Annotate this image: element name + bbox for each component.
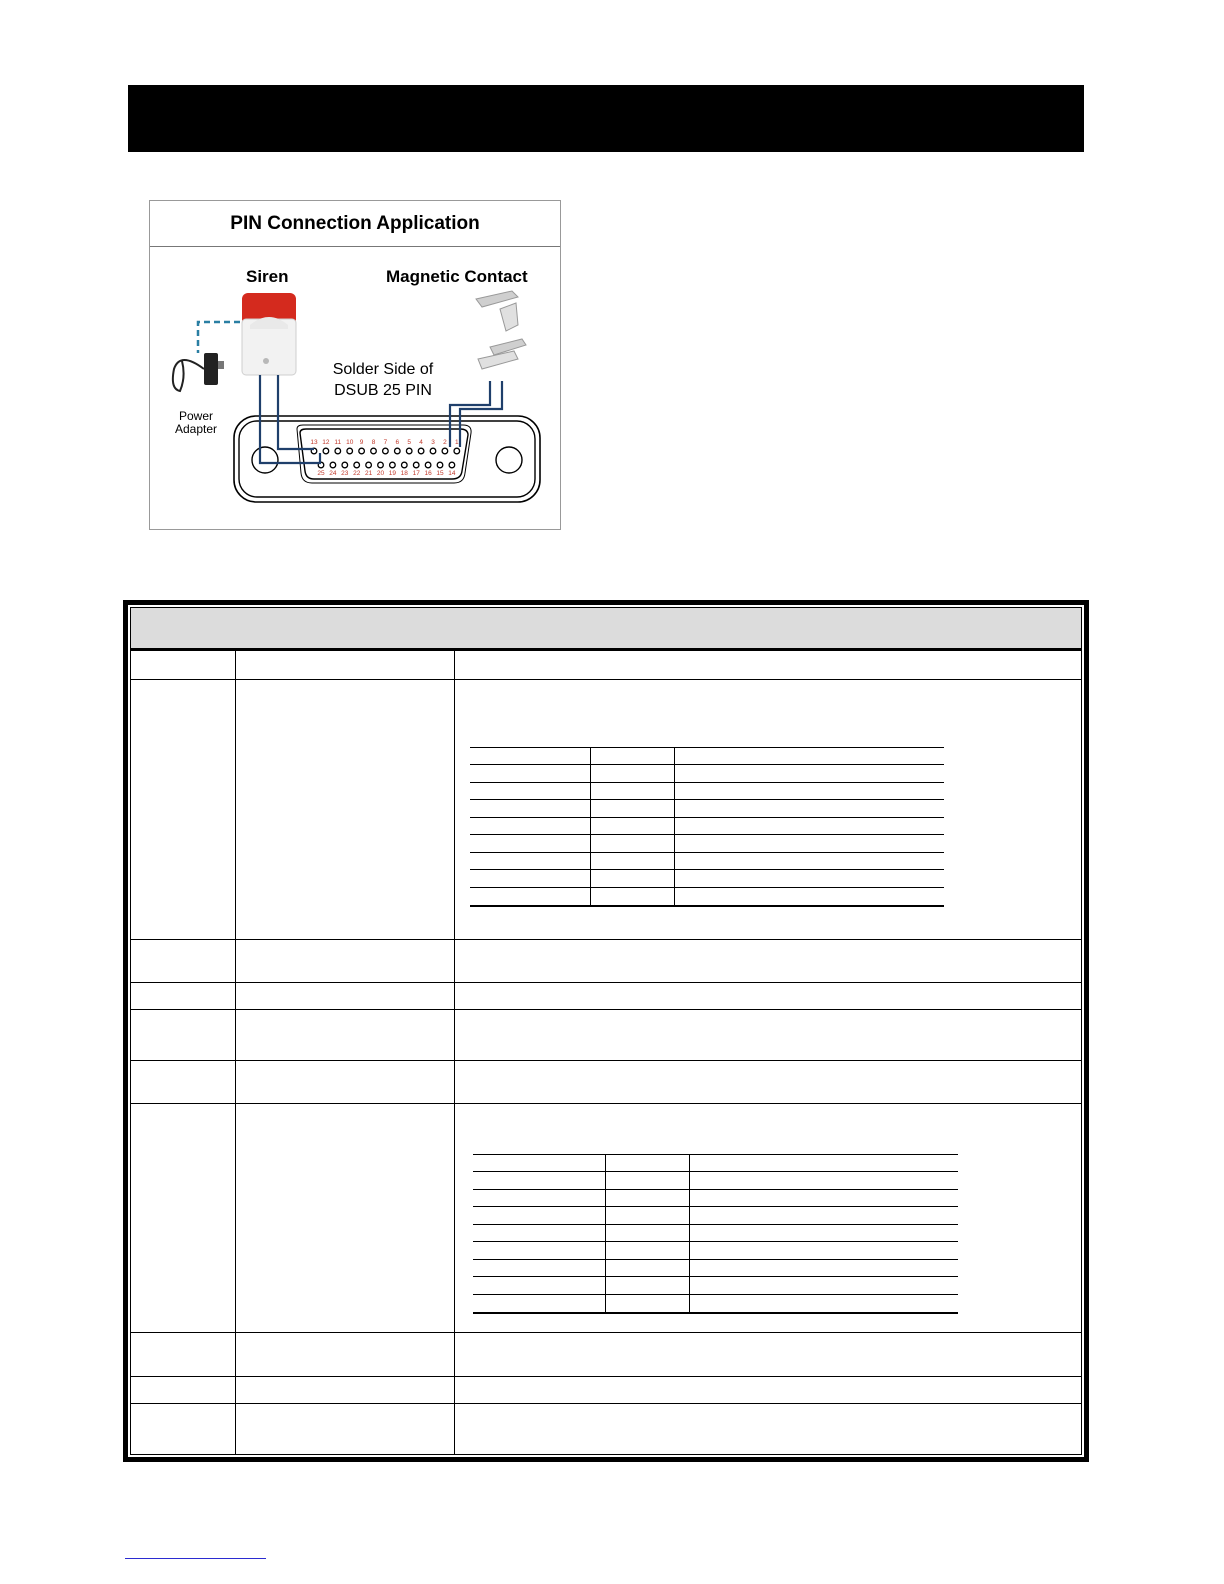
solder-line-2: DSUB 25 PIN xyxy=(334,382,432,399)
pin-14-number: 14 xyxy=(448,470,456,477)
pin-6-number: 6 xyxy=(395,439,400,446)
pin-22-hole xyxy=(354,462,360,468)
pin-15-number: 15 xyxy=(436,470,444,477)
figure-title: PIN Connection Application xyxy=(150,201,560,247)
pin-3-hole xyxy=(430,448,436,454)
pin-12-hole xyxy=(323,448,329,454)
pin-8-number: 8 xyxy=(371,439,376,446)
table-row xyxy=(131,983,1081,1010)
pin-9-number: 9 xyxy=(359,439,364,446)
pin-5-hole xyxy=(406,448,412,454)
magnetic-contact-label: Magnetic Contact xyxy=(386,267,528,286)
table-row xyxy=(131,1404,1081,1456)
pin-8-hole xyxy=(371,448,377,454)
pin-18-number: 18 xyxy=(400,470,408,477)
footer-link-underline[interactable] xyxy=(125,1558,266,1559)
dsub-connector-icon xyxy=(234,416,540,502)
solder-line-1: Solder Side of xyxy=(332,361,434,378)
power-adapter-icon xyxy=(173,353,224,391)
pin-subtable-2 xyxy=(473,1154,958,1314)
pin-4-hole xyxy=(418,448,424,454)
pin-1-hole xyxy=(454,448,460,454)
pin-12-number: 12 xyxy=(322,439,330,446)
pin-20-hole xyxy=(378,462,384,468)
pin-16-hole xyxy=(425,462,431,468)
pin-24-number: 24 xyxy=(329,470,337,477)
table-row xyxy=(131,651,1081,680)
pin-16-number: 16 xyxy=(424,470,432,477)
pin-24-hole xyxy=(330,462,336,468)
table-row xyxy=(131,1377,1081,1404)
siren-icon xyxy=(242,293,296,375)
pin-3-number: 3 xyxy=(431,439,435,446)
table-header-row xyxy=(131,608,1081,651)
header-bar xyxy=(128,85,1084,152)
siren-label: Siren xyxy=(246,267,289,286)
pin-17-hole xyxy=(413,462,419,468)
specification-table xyxy=(123,600,1089,1462)
pin-18-hole xyxy=(402,462,408,468)
pin-15-hole xyxy=(437,462,443,468)
pin-13-number: 13 xyxy=(310,439,318,446)
pin-5-number: 5 xyxy=(407,439,412,446)
pin-4-number: 4 xyxy=(419,439,423,446)
pin-11-number: 11 xyxy=(334,439,342,446)
pin-6-hole xyxy=(395,448,401,454)
pin-23-hole xyxy=(342,462,348,468)
adapter-line-1: Power xyxy=(178,409,213,423)
pin-9-hole xyxy=(359,448,365,454)
adapter-line-2: Adapter xyxy=(174,422,218,436)
table-row xyxy=(131,940,1081,983)
pin-7-hole xyxy=(383,448,389,454)
table-row xyxy=(131,1061,1081,1104)
pin-14-hole xyxy=(449,462,455,468)
pin-17-number: 17 xyxy=(412,470,420,477)
table-row xyxy=(131,680,1081,940)
pin-23-number: 23 xyxy=(341,470,349,477)
pin-1-number: 1 xyxy=(454,439,459,446)
pin-2-hole xyxy=(442,448,448,454)
pin-21-number: 21 xyxy=(364,470,373,477)
pin-10-number: 10 xyxy=(346,439,354,446)
pin-19-number: 19 xyxy=(388,470,397,477)
pin-connection-figure xyxy=(149,200,561,530)
table-row xyxy=(131,1333,1081,1377)
pin-2-number: 2 xyxy=(443,439,447,446)
magnetic-contact-icon xyxy=(476,291,526,369)
pin-20-number: 20 xyxy=(376,470,385,477)
table-row xyxy=(131,1104,1081,1333)
pin-22-number: 22 xyxy=(353,470,361,477)
connector-diagram xyxy=(150,201,562,531)
pin-10-hole xyxy=(347,448,353,454)
table-row xyxy=(131,1010,1081,1061)
pin-subtable-1 xyxy=(470,747,944,907)
specification-table-inner xyxy=(130,607,1082,1455)
pin-11-hole xyxy=(335,448,341,454)
pin-7-number: 7 xyxy=(383,439,388,446)
pin-21-hole xyxy=(366,462,372,468)
pin-25-number: 25 xyxy=(317,470,325,477)
pin-19-hole xyxy=(390,462,396,468)
